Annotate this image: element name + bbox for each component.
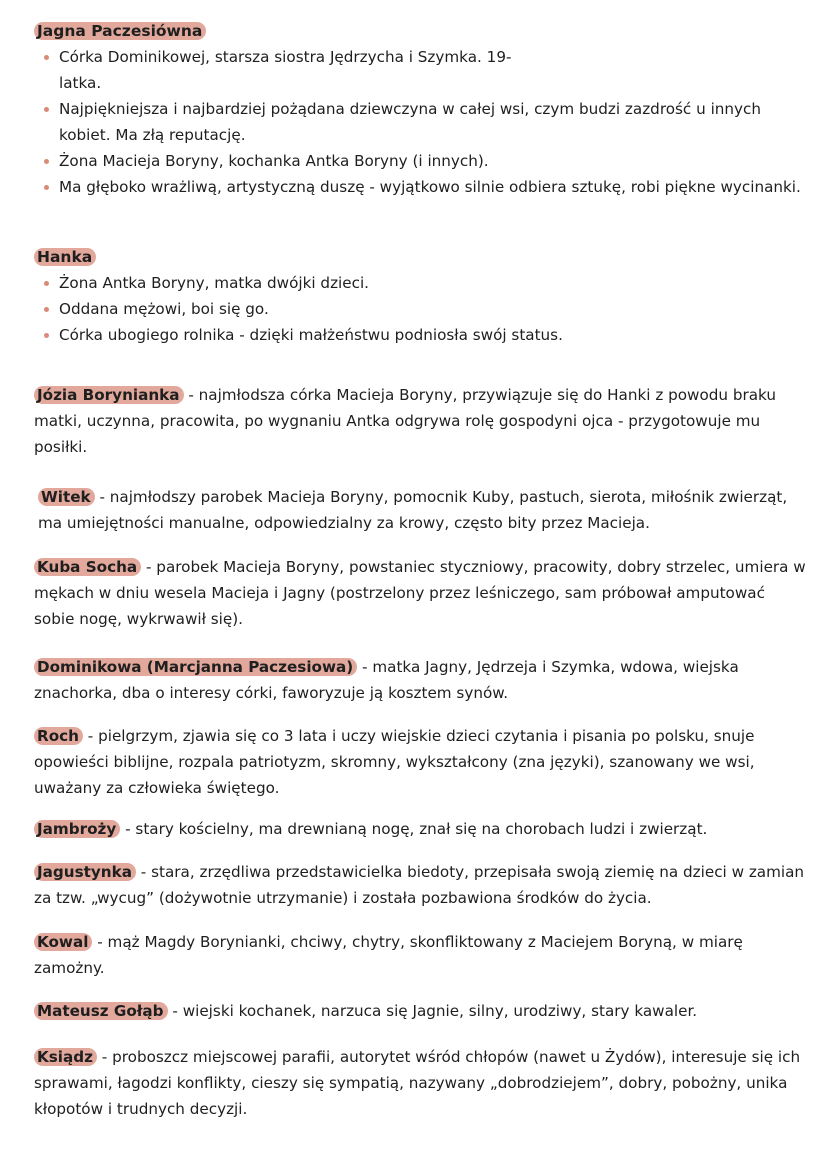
character-ksiadz xyxy=(34,1044,808,1122)
name-highlight: Ksiądz xyxy=(34,1048,97,1066)
name-highlight: Jambroży xyxy=(34,820,120,838)
character-description: - najmłodszy parobek Macieja Boryny, pomocnik Kuby, pastuch, sierota, miłośnik zwierząt, ma umiejętności manualne, odpowiedzialny za krowy, często bity przez Macieja. xyxy=(38,488,788,532)
character-jagustynka xyxy=(34,859,808,911)
character-mateusz xyxy=(34,998,808,1024)
list-item: Córka ubogiego rolnika - dzięki małżeństwu podniosła swój status. xyxy=(34,322,808,348)
character-jozia xyxy=(34,382,808,460)
name-highlight: Jagustynka xyxy=(34,863,136,881)
list-item: Oddana mężowi, boi się go. xyxy=(34,296,808,322)
character-description: - proboszcz miejscowej parafii, autorytet wśród chłopów (nawet u Żydów), interesuje się ich sprawami, łagodzi konflikty, cieszy się sympatią, nazywany „dobrodziejem”, dobry, pobożny, unika kłopotów i trudnych decyzji. xyxy=(34,1048,801,1118)
name-highlight: Roch xyxy=(34,727,83,745)
list-item: Żona Macieja Boryny, kochanka Antka Boryny (i innych). xyxy=(34,148,808,174)
character-description: - pielgrzym, zjawia się co 3 lata i uczy wiejskie dzieci czytania i pisania po polsku, snuje opowieści biblijne, rozpala patriotyzm, skromny, wykształcony (zna języki), szanowany we wsi, uważany za człowieka świętego. xyxy=(34,727,755,797)
name-highlight-jagna: Jagna Paczesiówna xyxy=(34,22,206,40)
name-highlight: Witek xyxy=(38,488,95,506)
character-kowal xyxy=(34,929,808,981)
character-jambrozy xyxy=(34,816,808,842)
list-item: Córka Dominikowej, starsza siostra Jędrzycha i Szymka. 19-latka. xyxy=(34,44,539,96)
character-description: - parobek Macieja Boryny, powstaniec styczniowy, pracowity, dobry strzelec, umiera w mękach w dniu wesela Macieja i Jagny (postrzelony przez leśniczego, sam próbował amputować sobie nogę, wykrwawił się). xyxy=(34,558,806,628)
section-hanka xyxy=(34,244,808,348)
character-roch xyxy=(34,723,808,801)
name-highlight: Kowal xyxy=(34,933,92,951)
character-description: - najmłodsza córka Macieja Boryny, przywiązuje się do Hanki z powodu braku matki, uczynna, pracowita, po wygnaniu Antka odgrywa rolę gospodyni ojca - przygotowuje mu posiłki. xyxy=(34,386,777,456)
name-highlight: Mateusz Gołąb xyxy=(34,1002,168,1020)
character-description: - stary kościelny, ma drewnianą nogę, znał się na chorobach ludzi i zwierząt. xyxy=(120,820,708,838)
name-highlight-hanka: Hanka xyxy=(34,248,96,266)
character-description: - stara, zrzędliwa przedstawicielka biedoty, przepisała swoją ziemię na dzieci w zamian za tzw. „wycug” (dożywotnie utrzymanie) i została pozbawiona środków do życia. xyxy=(34,863,805,907)
list-item: Ma głęboko wrażliwą, artystyczną duszę - wyjątkowo silnie odbiera sztukę, robi piękne wycinanki. xyxy=(34,174,808,200)
section-jagna xyxy=(34,18,808,200)
character-witek xyxy=(38,484,808,536)
character-dominikowa xyxy=(34,654,808,706)
list-item: Żona Antka Boryny, matka dwójki dzieci. xyxy=(34,270,808,296)
hanka-bullet-list xyxy=(34,270,808,348)
name-highlight: Józia Borynianka xyxy=(34,386,184,404)
list-item: Najpiękniejsza i najbardziej pożądana dziewczyna w całej wsi, czym budzi zazdrość u innych kobiet. Ma złą reputację. xyxy=(34,96,808,148)
jagna-bullet-list xyxy=(34,44,808,200)
character-description: - wiejski kochanek, narzuca się Jagnie, silny, urodziwy, stary kawaler. xyxy=(167,1002,698,1020)
name-highlight: Kuba Socha xyxy=(34,558,141,576)
name-highlight: Dominikowa (Marcjanna Paczesiowa) xyxy=(34,658,357,676)
character-description: - matka Jagny, Jędrzeja i Szymka, wdowa, wiejska znachorka, dba o interesy córki, faworyzuje ją kosztem synów. xyxy=(34,658,739,702)
character-description: - mąż Magdy Borynianki, chciwy, chytry, skonfliktowany z Maciejem Boryną, w miarę zamożny. xyxy=(34,933,743,977)
character-kuba xyxy=(34,554,808,632)
